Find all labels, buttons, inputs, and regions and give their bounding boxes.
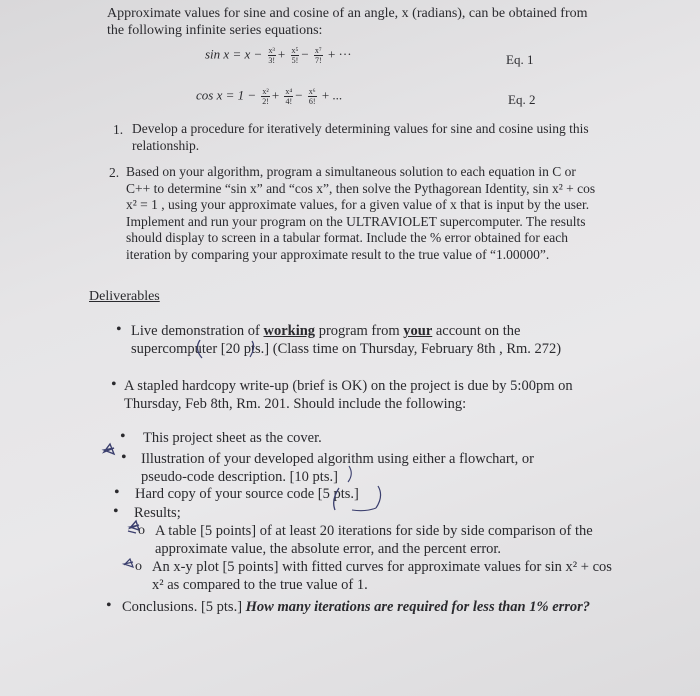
sub-item-source-code: Hard copy of your source code [5 pts.] [135,486,359,502]
eq1-term3: $\frac{\text{x⁷}}{7!}$ [314,46,322,65]
item-2-number: 2. [109,165,120,180]
eq1-term2: $\frac{\text{x⁵}}{5!}$ [291,46,299,65]
bullet-live-demo: Live demonstration of working program from your account on the supercomputer [20 pts.] (Class time on Thursday, February 8th , Rm. 272) [131,323,562,357]
eq2-lhs: cos x = 1 − [196,87,257,103]
bullet-dot: • [121,449,127,466]
sub-item-cover: This project sheet as the cover. [143,430,322,446]
eq2-term1: $\frac{\text{x²}}{2!}$ [262,87,269,106]
results-plot-item: An x-y plot [5 points] with fitted curves for approximate values for sin x² + cos x² as compared to the true value of 1. [152,559,612,593]
eq2-label: Eq. 2 [508,92,536,107]
eq2-term2: $\frac{\text{x⁴}}{4!}$ [285,87,293,106]
equation-sin: sin x = x − $\frac{\text{x³}}{3!}$ + $\frac{\text{x⁵}}{5!}$ − $\frac{\text{x⁷}}{7!}$ + ··· [205,46,352,65]
eq1-tail: + ··· [327,46,352,62]
eq1-lhs: sin x = x − [205,46,263,62]
eq1-term1: $\frac{\text{x³}}{3!}$ [268,46,276,65]
bullet-dot: • [116,321,122,338]
item-2-text: Based on your algorithm, program a simultaneous solution to each equation in C or C++ to determine “sin x” and “cos x”, then solve the Pythagorean Identity, sin x² + cos x² = 1 , using your approximate values, for a given value of x that is input by the user. Implement and run your program on the ULTRAVIOLET supercomputer. The results should display to screen in a tabular format. Include the % error obtained for each iteration by comparing your approximate result to the true value of “1.00000”. [126,164,596,262]
bullet-dot: • [120,428,126,445]
eq2-term3: $\frac{\text{x⁶}}{6!}$ [308,87,316,106]
eq1-label: Eq. 1 [506,52,534,67]
circle-bullet: o [135,559,142,574]
bullet-dot: • [111,376,117,393]
bullet-dot: • [113,503,119,520]
bullet-hardcopy: A stapled hardcopy write-up (brief is OK) on the project is due by 5:00pm on Thursday, Feb 8th, Rm. 201. Should include the following: [124,378,573,412]
item-1-number: 1. [113,122,124,137]
conclusions-item: Conclusions. [5 pts.] How many iterations are required for less than 1% error? [122,599,591,615]
eq2-tail: + ... [321,87,343,103]
bullet-dot: • [106,597,112,614]
item-1-text: Develop a procedure for iteratively determining values for sine and cosine using this relationship. [132,121,589,153]
deliverables-heading: Deliverables [89,289,160,304]
sub-item-results: Results; [134,505,181,521]
bullet-dot: • [114,484,120,501]
intro-paragraph: Approximate values for sine and cosine of an angle, x (radians), can be obtained from the following infinite series equations: [107,6,588,38]
results-table-item: A table [5 points] of at least 20 iterations for side by side comparison of the approximate value, the absolute error, and the percent error. [155,523,593,557]
circle-bullet: o [138,523,145,538]
equation-cos: cos x = 1 − $\frac{\text{x²}}{2!}$ + $\frac{\text{x⁴}}{4!}$ − $\frac{\text{x⁶}}{6!}$ + ... [196,87,343,106]
sub-item-algorithm: Illustration of your developed algorithm using either a flowchart, or pseudo-code description. [10 pts.] [141,451,535,485]
